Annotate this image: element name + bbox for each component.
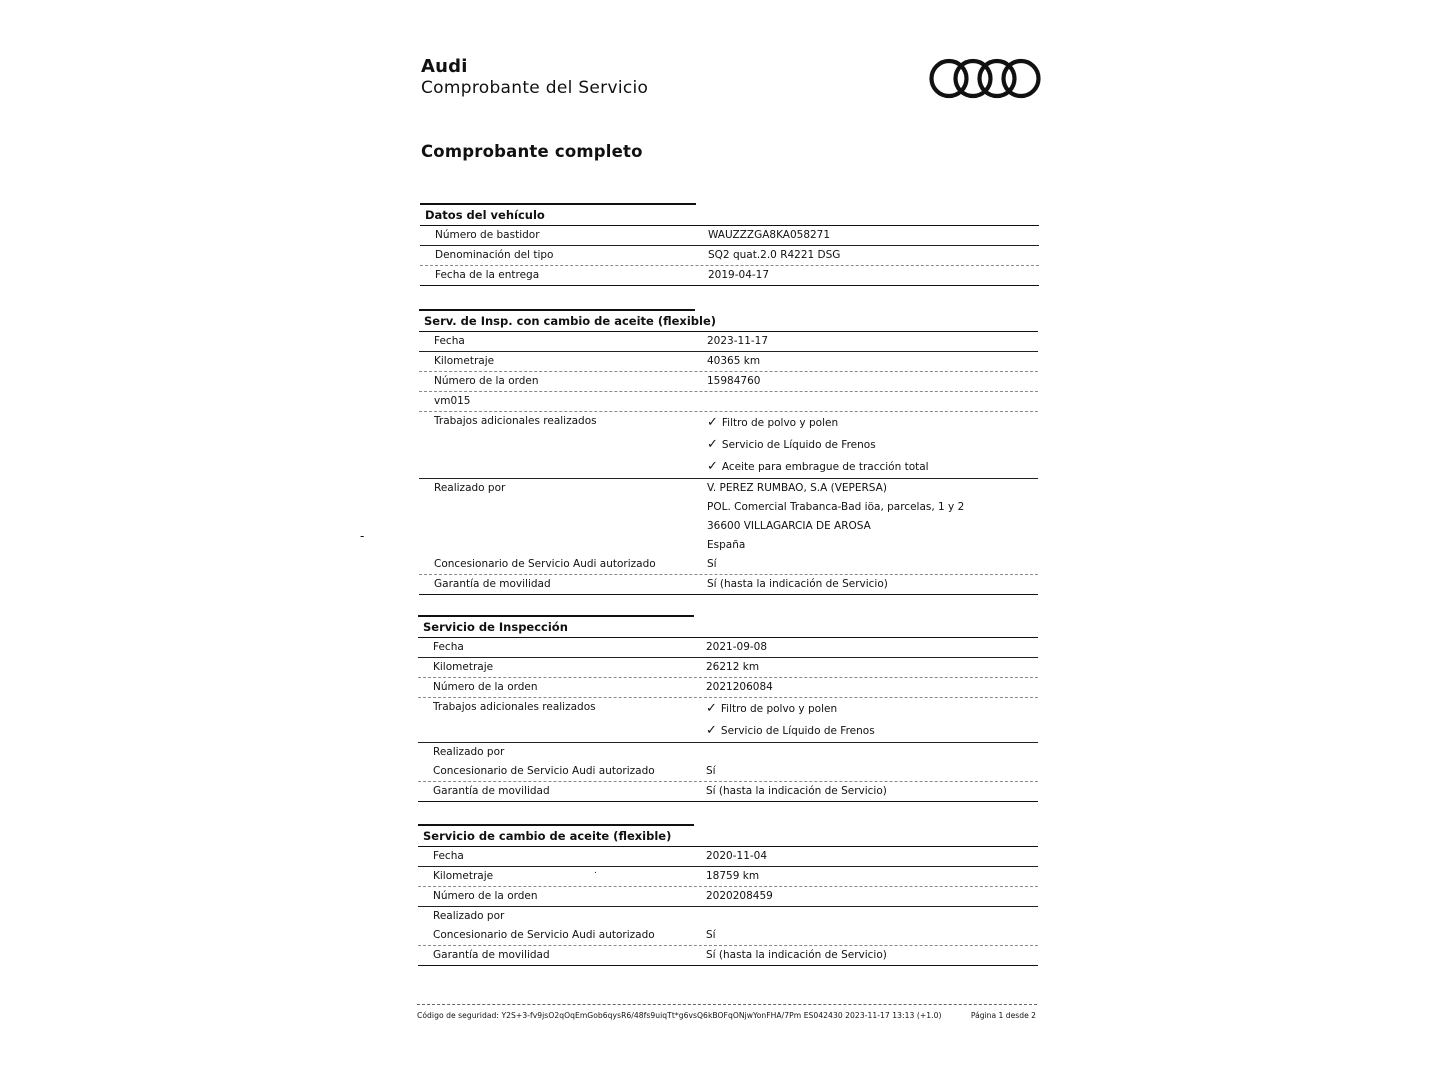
authorized-dealer-label: Concesionario de Servicio Audi autorizado (433, 765, 655, 777)
performed-by-label: Realizado por (434, 482, 506, 494)
work-item-text: Filtro de polvo y polen (721, 417, 839, 429)
mileage-label: Kilometraje (433, 870, 494, 882)
additional-work-row (419, 412, 1038, 479)
code-label: vm015 (434, 395, 471, 407)
mobility-guarantee-value: Sí (hasta la indicación de Servicio) (706, 949, 887, 961)
order-number-value: 2021206084 (706, 681, 773, 693)
work-item (706, 701, 837, 716)
work-item-text: Aceite para embrague de tracción total (721, 461, 929, 473)
mobility-guarantee-label: Garantía de movilidad (433, 785, 550, 797)
date-value: 2021-09-08 (706, 641, 768, 653)
additional-work-row (418, 698, 1038, 743)
work-item-text: Servicio de Líquido de Frenos (721, 439, 876, 451)
authorized-dealer-value: Sí (706, 765, 716, 777)
mileage-label: Kilometraje (434, 355, 495, 367)
page-number: Página 1 desde 2 (970, 1011, 1036, 1020)
code-row (419, 392, 1038, 412)
performed-by-label: Realizado por (433, 910, 505, 922)
dealer-name: V. PEREZ RUMBAO, S.A (VEPERSA) (707, 482, 887, 494)
date-label: Fecha (433, 641, 464, 653)
mobility-guarantee-row (418, 782, 1038, 802)
checkmark-icon: ✓ (707, 459, 718, 474)
authorized-dealer-value: Sí (706, 929, 716, 941)
delivery-date-row (420, 266, 1039, 286)
order-number-label: Número de la orden (434, 375, 539, 387)
mileage-row (418, 658, 1038, 678)
section-title: Datos del vehículo (420, 205, 1039, 226)
work-item (707, 437, 876, 452)
performed-by-label: Realizado por (433, 746, 505, 758)
date-value: 2023-11-17 (707, 335, 769, 347)
order-number-label: Número de la orden (433, 890, 538, 902)
vehicle-data-section (420, 203, 1039, 286)
inspection-oil-service-section (419, 309, 1038, 595)
scan-artifact-dot: . (594, 866, 597, 876)
mileage-value: 40365 km (707, 355, 761, 367)
mobility-guarantee-row (419, 575, 1038, 595)
mobility-guarantee-value: Sí (hasta la indicación de Servicio) (706, 785, 887, 797)
mileage-value: 18759 km (706, 870, 760, 882)
order-number-row (419, 372, 1038, 392)
section-title: Servicio de Inspección (418, 617, 1038, 638)
oil-change-service-section (418, 824, 1038, 966)
vin-row (420, 226, 1039, 246)
date-row (418, 847, 1038, 867)
date-label: Fecha (434, 335, 465, 347)
delivery-date-label: Fecha de la entrega (435, 269, 540, 281)
page-footer (417, 1004, 1037, 1020)
checkmark-icon: ✓ (707, 415, 718, 430)
performed-by-row (418, 907, 1038, 946)
delivery-date-value: 2019-04-17 (708, 269, 770, 281)
type-value: SQ2 quat.2.0 R4221 DSG (708, 249, 841, 261)
authorized-dealer-value: Sí (707, 558, 717, 570)
security-code: Código de seguridad: Y2S+3-fv9jsO2qOqEmGob6qysR6/48fs9uiqTt*g6vsQ6kBOFqONjwYonFHA/7Pm ES042430 2023-11-17 13:13 (+1.0) (417, 1011, 942, 1020)
scan-artifact-mark: - (360, 529, 365, 543)
audi-rings-logo (929, 58, 1041, 100)
checkmark-icon: ✓ (706, 723, 717, 738)
mobility-guarantee-label: Garantía de movilidad (433, 949, 550, 961)
document-title: Comprobante del Servicio (421, 78, 649, 98)
mobility-guarantee-row (418, 946, 1038, 966)
additional-work-label: Trabajos adicionales realizados (433, 701, 596, 713)
mileage-row (418, 867, 1038, 887)
page-heading: Comprobante completo (421, 142, 643, 161)
mileage-value: 26212 km (706, 661, 760, 673)
section-title: Servicio de cambio de aceite (flexible) (418, 826, 1038, 847)
performed-by-row (418, 743, 1038, 782)
dealer-city: 36600 VILLAGARCIA DE AROSA (707, 520, 871, 532)
order-number-row (418, 678, 1038, 698)
work-item (707, 415, 838, 430)
additional-work-label: Trabajos adicionales realizados (434, 415, 597, 427)
type-label: Denominación del tipo (435, 249, 554, 261)
mobility-guarantee-label: Garantía de movilidad (434, 578, 551, 590)
performed-by-row (419, 479, 1038, 575)
brand-name: Audi (421, 56, 468, 77)
order-number-label: Número de la orden (433, 681, 538, 693)
mileage-row (419, 352, 1038, 372)
dealer-country: España (707, 539, 746, 551)
order-number-value: 2020208459 (706, 890, 773, 902)
section-title: Serv. de Insp. con cambio de aceite (flexible) (419, 311, 1038, 332)
vin-label: Número de bastidor (435, 229, 540, 241)
work-item-text: Filtro de polvo y polen (720, 703, 838, 715)
work-item (706, 723, 875, 738)
checkmark-icon: ✓ (706, 701, 717, 716)
type-row (420, 246, 1039, 266)
authorized-dealer-label: Concesionario de Servicio Audi autorizado (434, 558, 656, 570)
date-label: Fecha (433, 850, 464, 862)
mileage-label: Kilometraje (433, 661, 494, 673)
work-item (707, 459, 929, 474)
inspection-service-section (418, 615, 1038, 802)
date-row (418, 638, 1038, 658)
vin-value: WAUZZZGA8KA058271 (708, 229, 831, 241)
work-item-text: Servicio de Líquido de Frenos (720, 725, 875, 737)
dealer-street: POL. Comercial Trabanca-Bad iöa, parcelas, 1 y 2 (707, 501, 965, 513)
mobility-guarantee-value: Sí (hasta la indicación de Servicio) (707, 578, 888, 590)
order-number-value: 15984760 (707, 375, 761, 387)
order-number-row (418, 887, 1038, 907)
authorized-dealer-label: Concesionario de Servicio Audi autorizado (433, 929, 655, 941)
date-row (419, 332, 1038, 352)
date-value: 2020-11-04 (706, 850, 768, 862)
checkmark-icon: ✓ (707, 437, 718, 452)
